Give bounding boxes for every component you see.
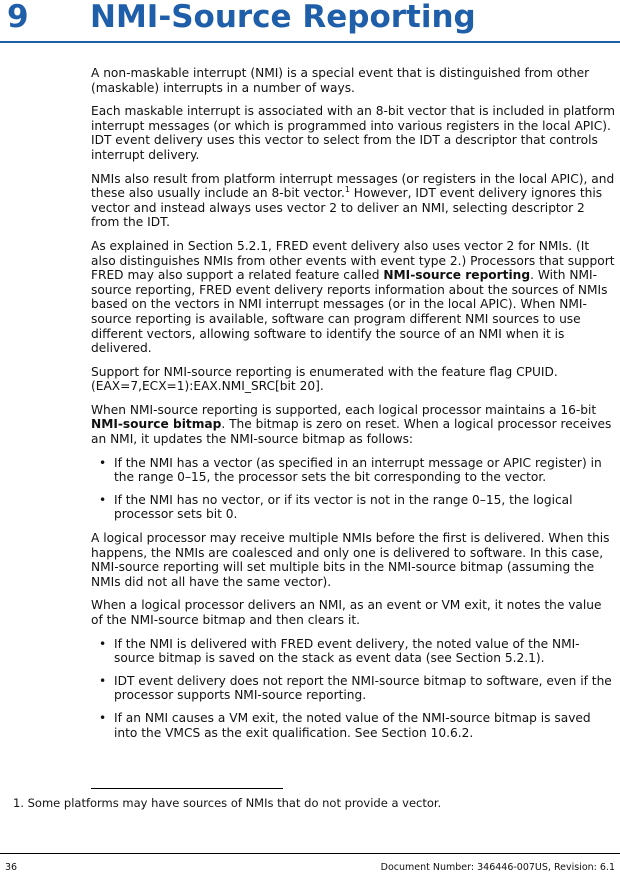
bullet: • <box>99 636 107 651</box>
list-item <box>91 456 617 485</box>
term-nmi-source-reporting: NMI-source reporting <box>383 268 531 283</box>
paragraph-6-text-b: . The bitmap is zero on reset. When a logical processor receives an NMI, it updates the NMI-source bitmap as follows: <box>91 417 612 447</box>
header-rule <box>0 41 620 43</box>
paragraph-3-text-b: However, IDT event delivery ignores this vector and instead always uses vector 2 to deliver an NMI, selecting descriptor 2 from the IDT. <box>91 186 603 230</box>
footnote-ref: 1 <box>344 185 350 195</box>
paragraph-3 <box>91 172 617 230</box>
paragraph-2: Each maskable interrupt is associated with an 8-bit vector that is included in platform interrupt messages (or which is programmed into various registers in the local APIC). IDT event delivery uses this vector to select from the IDT a descriptor that controls interrupt delivery. <box>91 104 615 162</box>
bullet: • <box>99 455 107 470</box>
term-nmi-source-bitmap: NMI-source bitmap <box>91 417 222 432</box>
document-number: Document Number: 346446-007US, Revision: 6.1 <box>380 862 615 873</box>
bullet: • <box>99 492 107 507</box>
list-item <box>91 637 617 666</box>
paragraph-7: A logical processor may receive multiple NMIs before the first is delivered. When this happens, the NMIs are coalesced and only one is delivered to software. In this case, NMI-source reporting will set multiple bits in the NMI-source bitmap (assuming the NMIs did not all have the same vector). <box>91 531 610 589</box>
bullet-list-2 <box>91 637 617 741</box>
bullet: • <box>99 673 107 688</box>
list-item-text: If the NMI is delivered with FRED event delivery, the noted value of the NMI-source bitmap is saved on the stack as event data (see Section 5.2.1). <box>114 636 580 666</box>
paragraph-1: A non-maskable interrupt (NMI) is a special event that is distinguished from other (maskable) interrupts in a number of ways. <box>91 66 590 95</box>
bullet: • <box>99 710 107 725</box>
paragraph-4-text-a: As explained in Section 5.2.1, FRED event delivery also uses vector 2 for NMIs. (It also distinguishes NMIs from other events with event type 2.) Processors that support FRED may also support a related feature called <box>91 238 615 283</box>
paragraph-3-text-a: NMIs also result from platform interrupt messages (or registers in the local APIC), and these also usually include an 8-bit vector. <box>91 171 615 201</box>
paragraph-4-text-b: . With NMI-source reporting, FRED event delivery reports information about the sources of NMIs based on the vectors in NMI interrupt messages (or in the local APIC). When NMI-source reporting is available, software can program different NMI sources to use different vectors, allowing software to identify the source of an NMI when it is delivered. <box>91 268 608 356</box>
list-item <box>91 711 617 740</box>
list-item-text: If the NMI has a vector (as specified in an interrupt message or APIC register) in the range 0–15, the processor sets the bit corresponding to the vector. <box>114 455 602 485</box>
list-item <box>91 674 617 703</box>
footnote-rule <box>91 788 283 789</box>
chapter-number: 9 <box>7 0 29 35</box>
footnote: 1. Some platforms may have sources of NMIs that do not provide a vector. <box>13 796 442 810</box>
paragraph-5: Support for NMI-source reporting is enumerated with the feature flag CPUID.(EAX=7,ECX=1):EAX.NMI_SRC[bit 20]. <box>91 364 558 394</box>
paragraph-8: When a logical processor delivers an NMI, as an event or VM exit, it notes the value of the NMI-source bitmap and then clears it. <box>91 598 602 627</box>
paragraph-6-text-a: When NMI-source reporting is supported, each logical processor maintains a 16-bit <box>91 402 597 417</box>
body-text <box>91 66 617 749</box>
list-item <box>91 493 617 522</box>
list-item-text: If the NMI has no vector, or if its vector is not in the range 0–15, the logical processor sets bit 0. <box>114 492 573 522</box>
list-item-text: If an NMI causes a VM exit, the noted value of the NMI-source bitmap is saved into the VMCS as the exit qualification. See Section 10.6.2. <box>114 710 591 740</box>
paragraph-4 <box>91 239 617 356</box>
page-number: 36 <box>5 862 18 873</box>
footer-rule <box>0 853 620 854</box>
bullet-list-1 <box>91 456 617 522</box>
chapter-title: NMI-Source Reporting <box>90 0 476 35</box>
paragraph-6 <box>91 403 617 447</box>
list-item-text: IDT event delivery does not report the NMI-source bitmap to software, even if the processor supports NMI-source reporting. <box>114 673 612 703</box>
